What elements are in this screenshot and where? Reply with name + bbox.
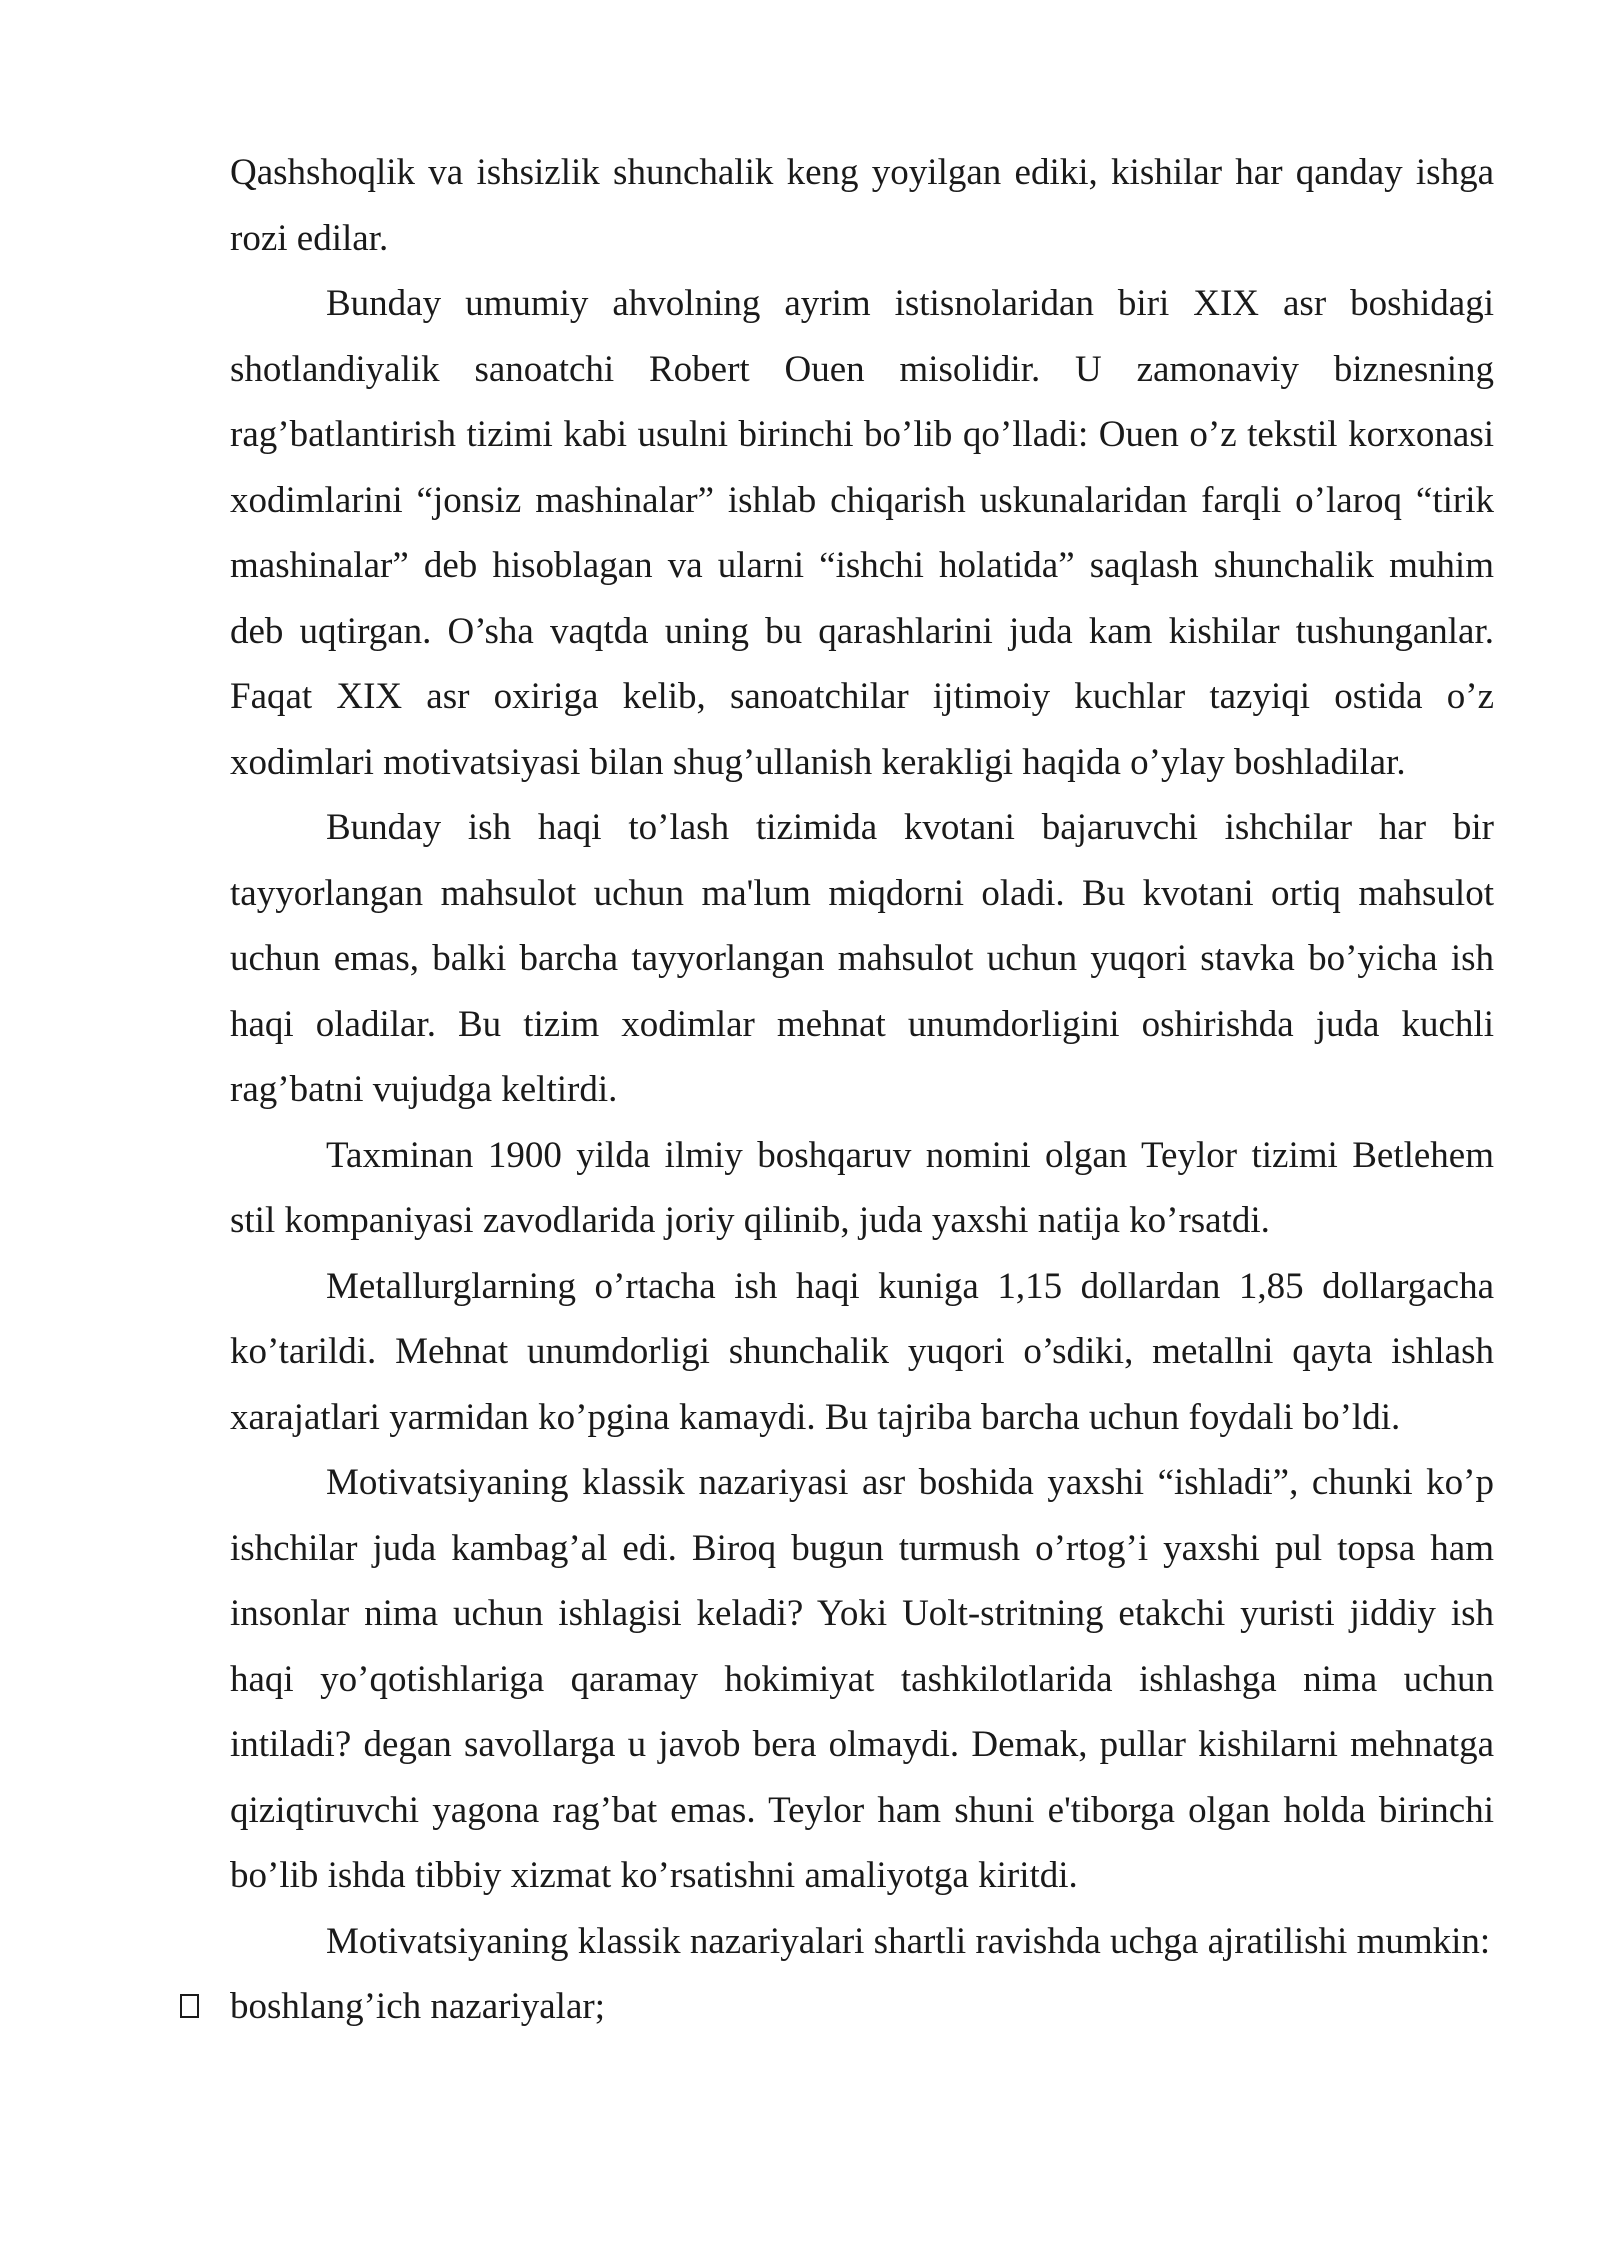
square-bullet-icon [180, 1994, 199, 2018]
paragraph-poverty: Qashshoqlik va ishsizlik shunchalik keng yoyilgan ediki, kishilar har qanday ishga rozi edilar. [230, 152, 1494, 259]
list-item [230, 1974, 1494, 2040]
paragraph-classic-theory: Motivatsiyaning klassik nazariyasi asr boshida yaxshi “ishladi”, chunki ko’p ishchilar juda kambag’al edi. Biroq bugun turmush o’rtog’i yaxshi pul topsa ham insonlar nima uchun ishlagisi keladi? Yoki Uolt-stritning etakchi yuristi jiddiy ish haqi yo’qotishlariga qaramay hokimiyat tashkilotlarida ishlashga nima uchun intiladi? degan savollarga u javob bera olmaydi. Demak, pullar kishilarni mehnatga qiziqtiruvchi yagona rag’bat emas. Teylor ham shuni e'tiborga olgan holda birinchi bo’lib ishda tibbiy xizmat ko’rsatishni amaliyotga kiritdi. [230, 1462, 1494, 1896]
paragraph-metallurgists-wages: Metallurglarning o’rtacha ish haqi kuniga 1,15 dollardan 1,85 dollargacha ko’tarildi. Mehnat unumdorligi shunchalik yuqori o’sdiki, metallni qayta ishlash xarajatlari yarmidan ko’pgina kamaydi. Bu tajriba barcha uchun foydali bo’ldi. [230, 1265, 1494, 1438]
paragraph-robert-owen: Bunday umumiy ahvolning ayrim istisnolaridan biri XIX asr boshidagi shotlandiyalik sanoatchi Robert Ouen misolidir. U zamonaviy biznesning rag’batlantirish tizimi kabi usulni birinchi bo’lib qo’lladi: Ouen o’z tekstil korxonasi xodimlarini “jonsiz mashinalar” ishlab chiqarish uskunalaridan farqli o’laroq “tirik mashinalar” deb hisoblagan va ularni “ishchi holatida” saqlash shunchalik muhim deb uqtirgan. O’sha vaqtda uning bu qarashlarini juda kam kishilar tushunganlar. Faqat XIX asr oxiriga kelib, sanoatchilar ijtimoiy kuchlar tazyiqi ostida o’z xodimlari motivatsiyasi bilan shug’ullanish kerakligi haqida o’ylay boshladilar. [230, 283, 1494, 783]
list-item-text: boshlang’ich nazariyalar; [230, 1986, 605, 2027]
paragraph-quota-wage-system: Bunday ish haqi to’lash tizimida kvotani bajaruvchi ishchilar har bir tayyorlangan mahsulot uchun ma'lum miqdorni oladi. Bu kvotani ortiq mahsulot uchun emas, balki barcha tayyorlangan mahsulot uchun yuqori stavka bo’yicha ish haqi oladilar. Bu tizim xodimlar mehnat unumdorligini oshirishda juda kuchli rag’batni vujudga keltirdi. [230, 807, 1494, 1110]
paragraph-classic-theories-division: Motivatsiyaning klassik nazariyalari shartli ravishda uchga ajratilishi mumkin: [326, 1920, 1491, 1962]
paragraph-taylor-system: Taxminan 1900 yilda ilmiy boshqaruv nomini olgan Teylor tizimi Betlehem stil kompaniyasi zavodlarida joriy qilinib, juda yaxshi natija ko’rsatdi. [230, 1134, 1494, 1241]
document-body [230, 140, 1494, 2040]
